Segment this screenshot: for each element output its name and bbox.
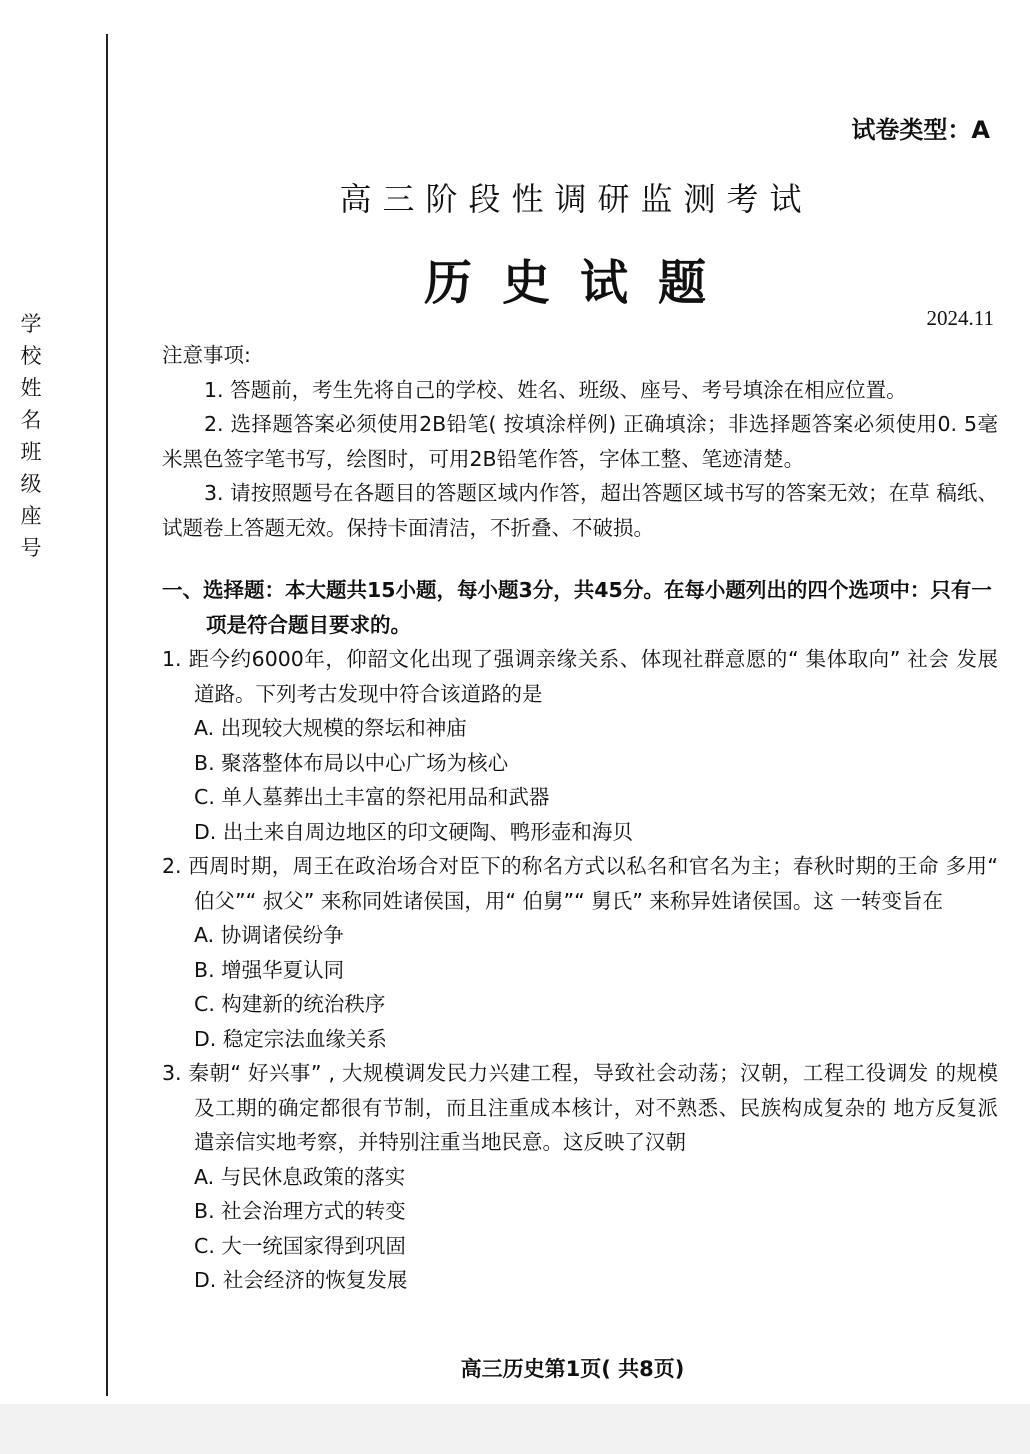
question-stem: 1. 距今约6000年，仰韶文化出现了强调亲缘关系、体现社群意愿的“ 集体取向” 社会 发展道路。下列考古发现中符合该道路的是 <box>162 647 998 706</box>
section-title: 一、选择题：本大题共15小题，每小题3分，共45分。在每小题列出的四个选项中：只有一项是符合题目要求的。 <box>162 578 992 637</box>
exam-date: 2024.11 <box>926 306 994 330</box>
option-d: D. 稳定宗法血缘关系 <box>194 1026 387 1051</box>
notice-item: 3. 请按照题号在各题目的答题区域内作答，超出答题区域书写的答案无效；在草 稿纸、试题卷上答题无效。保持卡面清洁，不折叠、不破损。 <box>162 481 998 540</box>
option-c: C. 构建新的统治秩序 <box>194 992 386 1016</box>
question-2 <box>162 849 998 1056</box>
option-c: C. 单人墓葬出土丰富的祭祀用品和武器 <box>194 785 550 809</box>
option-a: A. 与民休息政策的落实 <box>194 1164 406 1189</box>
bottom-margin <box>0 1404 1030 1454</box>
page-footer: 高三历史第1页( 共8页) <box>460 1357 685 1381</box>
option-c: C. 大一统国家得到巩固 <box>194 1233 406 1258</box>
exam-content <box>162 338 998 1298</box>
option-b: B. 社会治理方式的转变 <box>194 1199 406 1223</box>
option-d: D. 出土来自周边地区的印文硬陶、鸭形壶和海贝 <box>194 819 633 844</box>
option-d: D. 社会经济的恢复发展 <box>194 1268 408 1292</box>
notice-item: 2. 选择题答案必须使用2B铅笔( 按填涂样例) 正确填涂；非选择题答案必须使用0. 5毫米黑色签字笔书写，绘图时，可用2B铅笔作答，字体工整、笔迹清楚。 <box>162 412 998 471</box>
question-3 <box>162 1056 998 1298</box>
option-a: A. 出现较大规模的祭坛和神庙 <box>194 716 467 740</box>
student-info-label: 学校姓名班级座号 <box>20 312 42 560</box>
option-b: B. 聚落整体布局以中心广场为核心 <box>194 750 509 775</box>
subject-title: 历史试题 <box>423 255 736 311</box>
option-a: A. 协调诸侯纷争 <box>194 923 344 947</box>
question-1 <box>162 642 998 849</box>
option-b: B. 增强华夏认同 <box>194 957 345 982</box>
notice-item: 1. 答题前，考生先将自己的学校、姓名、班级、座号、考号填涂在相应位置。 <box>204 377 907 402</box>
notice-title: 注意事项: <box>162 343 251 367</box>
binding-line <box>106 34 108 1396</box>
question-stem: 3. 秦朝“ 好兴事” , 大规模调发民力兴建工程，导致社会动荡；汉朝，工程工役调发 的规模及工期的确定都很有节制，而且注重成本核计，对不熟悉、民族构成复杂的 地方反复派遣亲信实地考察，并特别注重当地民意。这反映了汉朝 <box>162 1061 998 1154</box>
exam-name: 高三阶段性调研监测考试 <box>339 180 813 218</box>
question-stem: 2. 西周时期，周王在政治场合对臣下的称名方式以私名和官名为主；春秋时期的王命 多用“ 伯父”“ 叔父” 来称同姓诸侯国，用“ 伯舅”“ 舅氏” 来称异姓诸侯国。这 一转变旨在 <box>162 854 998 913</box>
paper-type: 试卷类型：A <box>851 116 990 144</box>
